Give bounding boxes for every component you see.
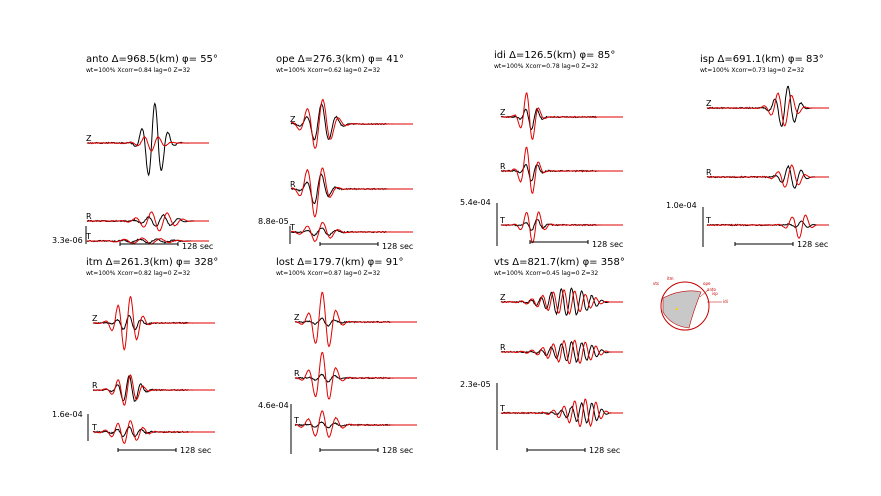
component-label-T: T (86, 232, 91, 241)
component-label-T: T (92, 423, 97, 432)
synthetic-trace-R (87, 212, 209, 231)
amplitude-label: 2.3e-05 (460, 380, 491, 389)
component-label-Z: Z (706, 99, 712, 108)
station-panel-lost (258, 257, 417, 455)
station-fit-note: wt=100% Xcorr=0.45 lag=0 Z=32 (494, 270, 599, 277)
station-title: anto Δ=968.5(km) φ= 55° (86, 54, 218, 65)
station-panel-isp (666, 54, 829, 249)
station-panel-ope (258, 54, 413, 251)
synthetic-trace-R (707, 165, 829, 187)
component-label-R: R (706, 168, 712, 177)
component-label-Z: Z (92, 314, 98, 323)
synthetic-trace-T (295, 411, 417, 438)
synthetic-trace-Z (707, 93, 829, 126)
amplitude-label: 8.8e-05 (258, 217, 289, 226)
station-title: idi Δ=126.5(km) φ= 85° (494, 50, 616, 61)
component-label-R: R (290, 180, 296, 189)
synthetic-trace-Z (87, 137, 209, 152)
observed-trace-Z (291, 104, 413, 140)
station-fit-note: wt=100% Xcorr=0.62 lag=0 Z=32 (276, 67, 381, 74)
station-fit-note: wt=100% Xcorr=0.73 lag=0 Z=32 (700, 67, 805, 74)
station-title: lost Δ=179.7(km) φ= 91° (276, 257, 404, 268)
beachball-station-label: vts (653, 281, 660, 286)
component-label-T: T (706, 216, 711, 225)
beachball-station-label: isp (712, 291, 718, 296)
component-label-T: T (500, 404, 505, 413)
station-panel-idi (460, 50, 623, 249)
time-scale-label: 128 sec (182, 242, 214, 251)
synthetic-trace-R (93, 375, 215, 405)
synthetic-trace-R (291, 168, 413, 217)
synthetic-trace-R (295, 352, 417, 399)
component-label-R: R (294, 369, 300, 378)
amplitude-label: 1.6e-04 (52, 410, 83, 419)
observed-trace-Z (707, 86, 829, 126)
beachball-station-label: idi (723, 299, 728, 304)
component-label-Z: Z (294, 313, 300, 322)
component-label-R: R (86, 212, 92, 221)
station-title: vts Δ=821.7(km) φ= 358° (494, 257, 625, 268)
time-scale-label: 128 sec (382, 242, 414, 251)
synthetic-trace-T (93, 421, 215, 444)
time-scale-label: 128 sec (180, 446, 212, 455)
synthetic-trace-T (707, 215, 829, 238)
station-title: itm Δ=261.3(km) φ= 328° (86, 257, 219, 268)
amplitude-label: 4.6e-04 (258, 401, 289, 410)
amplitude-label: 3.3e-06 (52, 236, 83, 245)
synthetic-trace-Z (291, 99, 413, 148)
station-title: ope Δ=276.3(km) φ= 41° (276, 54, 405, 65)
synthetic-trace-R (501, 340, 623, 363)
component-label-Z: Z (500, 108, 506, 117)
amplitude-label: 1.0e-04 (666, 201, 697, 210)
observed-trace-Z (87, 104, 209, 176)
station-fit-note: wt=100% Xcorr=0.82 lag=0 Z=32 (86, 270, 191, 277)
time-scale-label: 128 sec (797, 240, 829, 249)
focal-mechanism-beachball (653, 276, 728, 330)
beachball-station-label: anto (707, 287, 717, 292)
synthetic-trace-T (501, 212, 623, 243)
component-label-Z: Z (290, 115, 296, 124)
beachball-station-label: ope (703, 281, 711, 286)
component-label-R: R (500, 162, 506, 171)
synthetic-trace-Z (501, 93, 623, 139)
synthetic-trace-T (291, 223, 413, 242)
component-label-T: T (500, 216, 505, 225)
component-label-R: R (500, 343, 506, 352)
station-panel-vts (460, 257, 625, 455)
station-panel-anto (52, 54, 218, 251)
time-scale-label: 128 sec (592, 240, 624, 249)
station-fit-note: wt=100% Xcorr=0.84 lag=0 Z=32 (86, 67, 191, 74)
component-label-R: R (92, 381, 98, 390)
observed-trace-R (93, 376, 215, 401)
component-label-T: T (290, 223, 295, 232)
amplitude-label: 5.4e-04 (460, 198, 491, 207)
station-panel-itm (52, 257, 218, 455)
component-label-Z: Z (86, 134, 92, 143)
synthetic-trace-Z (501, 290, 623, 314)
time-scale-label: 128 sec (382, 446, 414, 455)
component-label-T: T (294, 416, 299, 425)
component-label-Z: Z (500, 293, 506, 302)
time-scale-label: 128 sec (589, 446, 621, 455)
station-fit-note: wt=100% Xcorr=0.87 lag=0 Z=32 (276, 270, 381, 277)
station-title: isp Δ=691.1(km) φ= 83° (700, 54, 824, 65)
station-fit-note: wt=100% Xcorr=0.78 lag=0 Z=32 (494, 63, 599, 70)
beachball-station-label: itm (667, 276, 674, 281)
synthetic-trace-T (501, 399, 623, 426)
synthetic-trace-Z (295, 292, 417, 346)
